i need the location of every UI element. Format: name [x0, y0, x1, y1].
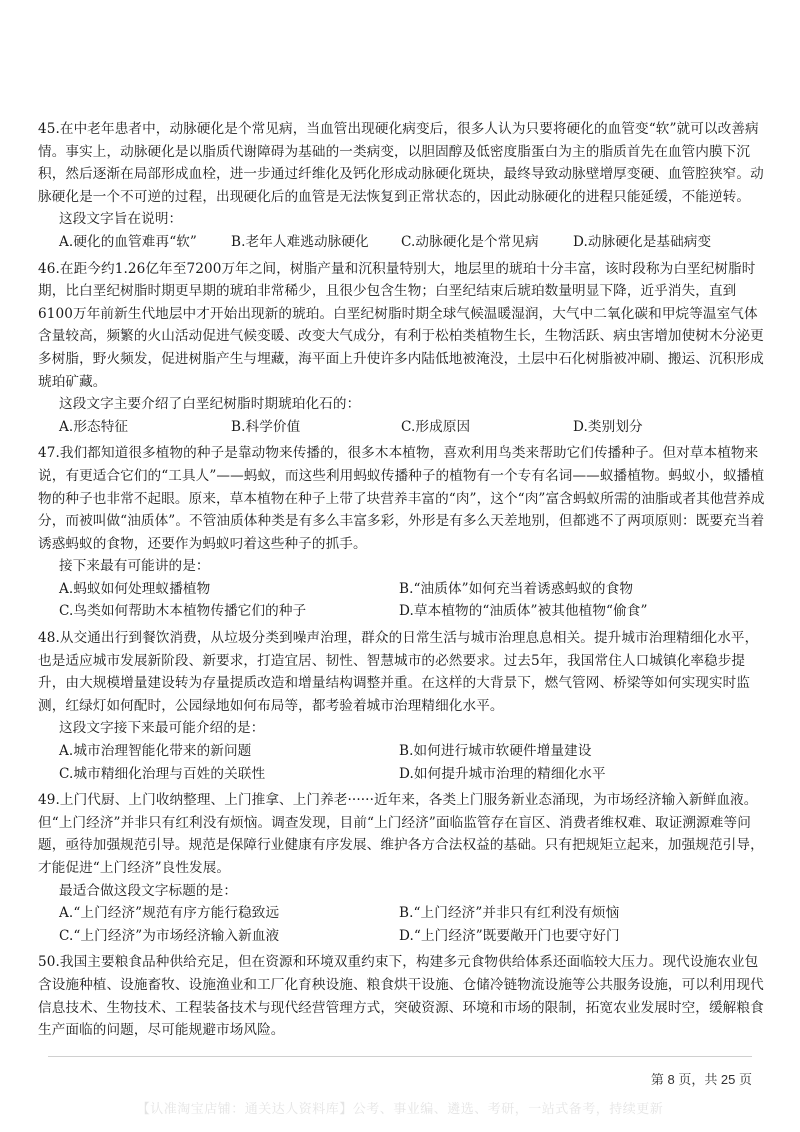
option-d[interactable]: D.动脉硬化是基础病变 [573, 233, 712, 250]
option-b[interactable]: B.科学价值 [231, 418, 301, 435]
question-stem: 我国主要粮食品种供给充足，但在资源和环境双重约束下，构建多元食物供给体系还面临较大压力。现代设施农业包含设施种植、设施畜牧、设施渔业和工厂化育秧设施、粮食烘干设施、仓储冷链物流设施等公共服务设施，可以利用现代信息技术、生物技术、工程装备技术与现代经营管理方式，突破资源、环境和市场的限制，拓宽农业发展时空，缓解粮食生产面临的问题，尽可能规避市场风险。 [38, 954, 764, 1039]
question-prompt: 这段文字主要介绍了白垩纪树脂时期琥珀化石的： [59, 396, 361, 413]
question-prompt: 这段文字旨在说明： [59, 211, 183, 228]
question-46 [38, 258, 770, 439]
question-stem: 从交通出行到餐饮消费，从垃圾分类到噪声治理，群众的日常生活与城市治理息息相关。提升城市治理精细化水平，也是适应城市发展新阶段、新要求，打造宜居、韧性、智慧城市的必然要求。过去5年，我国常住人口城镇化率稳步提升，由大规模增量建设转为存量提质改造和增量结构调整并重。在这样的大背景下，燃气管网、桥梁等如何实现实时监测，红绿灯如何配时，公园绿地如何布局等，都考验着城市治理精细化水平。 [38, 630, 759, 714]
answer-options [38, 578, 770, 623]
option-b[interactable]: B.如何进行城市软硬件增量建设 [399, 743, 592, 760]
option-b[interactable]: B.老年人难逃动脉硬化 [231, 233, 369, 250]
question-stem: 上门代厨、上门收纳整理、上门推拿、上门养老······近年来，各类上门服务新业态涌现，为市场经济输入新鲜血液。但“上门经济”并非只有红利没有烦恼。调查发现，目前“上门经济”面临监管存在盲区、消费者维权难、取证溯源难等问题，亟待加强规范引导。规范是保障行业健康有序发展、维护各方合法权益的基础。只有把规矩立起来，加强规范引导，才能促进“上门经济”良性发展。 [38, 792, 764, 876]
question-49 [38, 789, 770, 947]
option-d[interactable]: D.类别划分 [573, 418, 643, 435]
option-a[interactable]: A.蚂蚁如何处理蚁播植物 [59, 580, 211, 597]
option-c[interactable]: C.动脉硬化是个常见病 [401, 233, 539, 250]
question-prompt: 接下来最有可能讲的是： [59, 558, 210, 575]
option-a[interactable]: A.硬化的血管难再“软” [59, 233, 197, 250]
question-number: 48. [38, 630, 60, 647]
question-prompt: 最适合做这段文字标题的是： [59, 882, 238, 899]
option-b[interactable]: B.“油质体”如何充当着诱惑蚂蚁的食物 [399, 580, 634, 597]
option-c[interactable]: C.鸟类如何帮助木本植物传播它们的种子 [59, 603, 307, 620]
question-50 [38, 951, 770, 1041]
question-stem: 我们都知道很多植物的种子是靠动物来传播的，很多木本植物，喜欢利用鸟类来帮助它们传播种子。但对草本植物来说，有更适合它们的“工具人”——蚂蚁，而这些利用蚂蚁传播种子的植物有一个专有名词——蚁播植物。蚂蚁小，蚁播植物的种子也非常不起眼。原来，草本植物在种子上带了块营养丰富的“肉”，这个“肉”富含蚂蚁所需的油脂或者其他营养成分，而被叫做“油质体”。不管油质体种类是有多么丰富多彩，外形是有多么天差地别，但都逃不了两项原则：既要充当着诱惑蚂蚁的食物，还要作为蚂蚁叼着这些种子的抓手。 [38, 445, 765, 552]
exam-page-content [38, 118, 770, 1046]
option-d[interactable]: D.“上门经济”既要敞开门也要守好门 [399, 927, 620, 944]
question-number: 46. [38, 260, 60, 277]
answer-options [38, 231, 770, 254]
option-d[interactable]: D.草本植物的“油质体”被其他植物“偷食” [399, 603, 648, 620]
answer-options [38, 902, 770, 947]
question-47 [38, 442, 770, 623]
answer-options [38, 416, 770, 439]
answer-options [38, 740, 770, 785]
question-number: 47. [38, 445, 60, 462]
option-a[interactable]: A.形态特征 [59, 418, 129, 435]
option-c[interactable]: C.形成原因 [401, 418, 471, 435]
question-stem: 在中老年患者中，动脉硬化是个常见病，当血管出现硬化病变后，很多人认为只要将硬化的血管变“软”就可以改善病情。事实上，动脉硬化是以脂质代谢障碍为基础的一类病变，以胆固醇及低密度脂蛋白为主的脂质首先在血管内膜下沉积，然后逐渐在局部形成血栓，进一步通过纤维化及钙化形成动脉硬化斑块，最终导致动脉壁增厚变硬、血管腔狭窄。动脉硬化是一个不可逆的过程，出现硬化后的血管是无法恢复到正常状态的，因此动脉硬化的进程只能延缓，不能逆转。 [38, 121, 764, 205]
question-number: 45. [38, 121, 60, 137]
question-number: 49. [38, 792, 60, 809]
question-number: 50. [38, 954, 60, 971]
watermark-text: 【认准淘宝店铺：通关达人资料库】公考、事业编、遴选、考研，一站式备考，持续更新 [136, 1102, 664, 1117]
page-indicator: 第 8 页，共 25 页 [650, 1072, 752, 1087]
option-c[interactable]: C.城市精细化治理与百姓的关联性 [59, 765, 266, 782]
option-a[interactable]: A.“上门经济”规范有序方能行稳致远 [59, 905, 280, 922]
option-c[interactable]: C.“上门经济”为市场经济输入新血液 [59, 927, 280, 944]
question-45 [38, 118, 770, 254]
question-48 [38, 627, 770, 785]
option-b[interactable]: B.“上门经济”并非只有红利没有烦恼 [399, 905, 620, 922]
question-stem: 在距今约1.26亿年至7200万年之间，树脂产量和沉积量特别大，地层里的琥珀十分丰富，该时段称为白垩纪树脂时期，比白垩纪树脂时期更早期的琥珀非常稀少，且很少包含生物；白垩纪结束后琥珀数量明显下降，近乎消失，直到6100万年前新生代地层中才开始出现新的琥珀。白垩纪树脂时期全球气候温暖湿润，大气中二氧化碳和甲烷等温室气体含量较高，频繁的火山活动促进气候变暖、改变大气成分，有利于松柏类植物生长，生物活跃、病虫害增加使树木分泌更多树脂，野火频发，促进树脂产生与埋藏，海平面上升使许多内陆低地被淹没，土层中石化树脂被冲刷、搬运、沉积形成琥珀矿藏。 [38, 260, 764, 390]
option-d[interactable]: D.如何提升城市治理的精细化水平 [399, 765, 606, 782]
footer-divider [48, 1056, 752, 1057]
question-prompt: 这段文字接下来最可能介绍的是： [59, 720, 265, 737]
option-a[interactable]: A.城市治理智能化带来的新问题 [59, 743, 252, 760]
